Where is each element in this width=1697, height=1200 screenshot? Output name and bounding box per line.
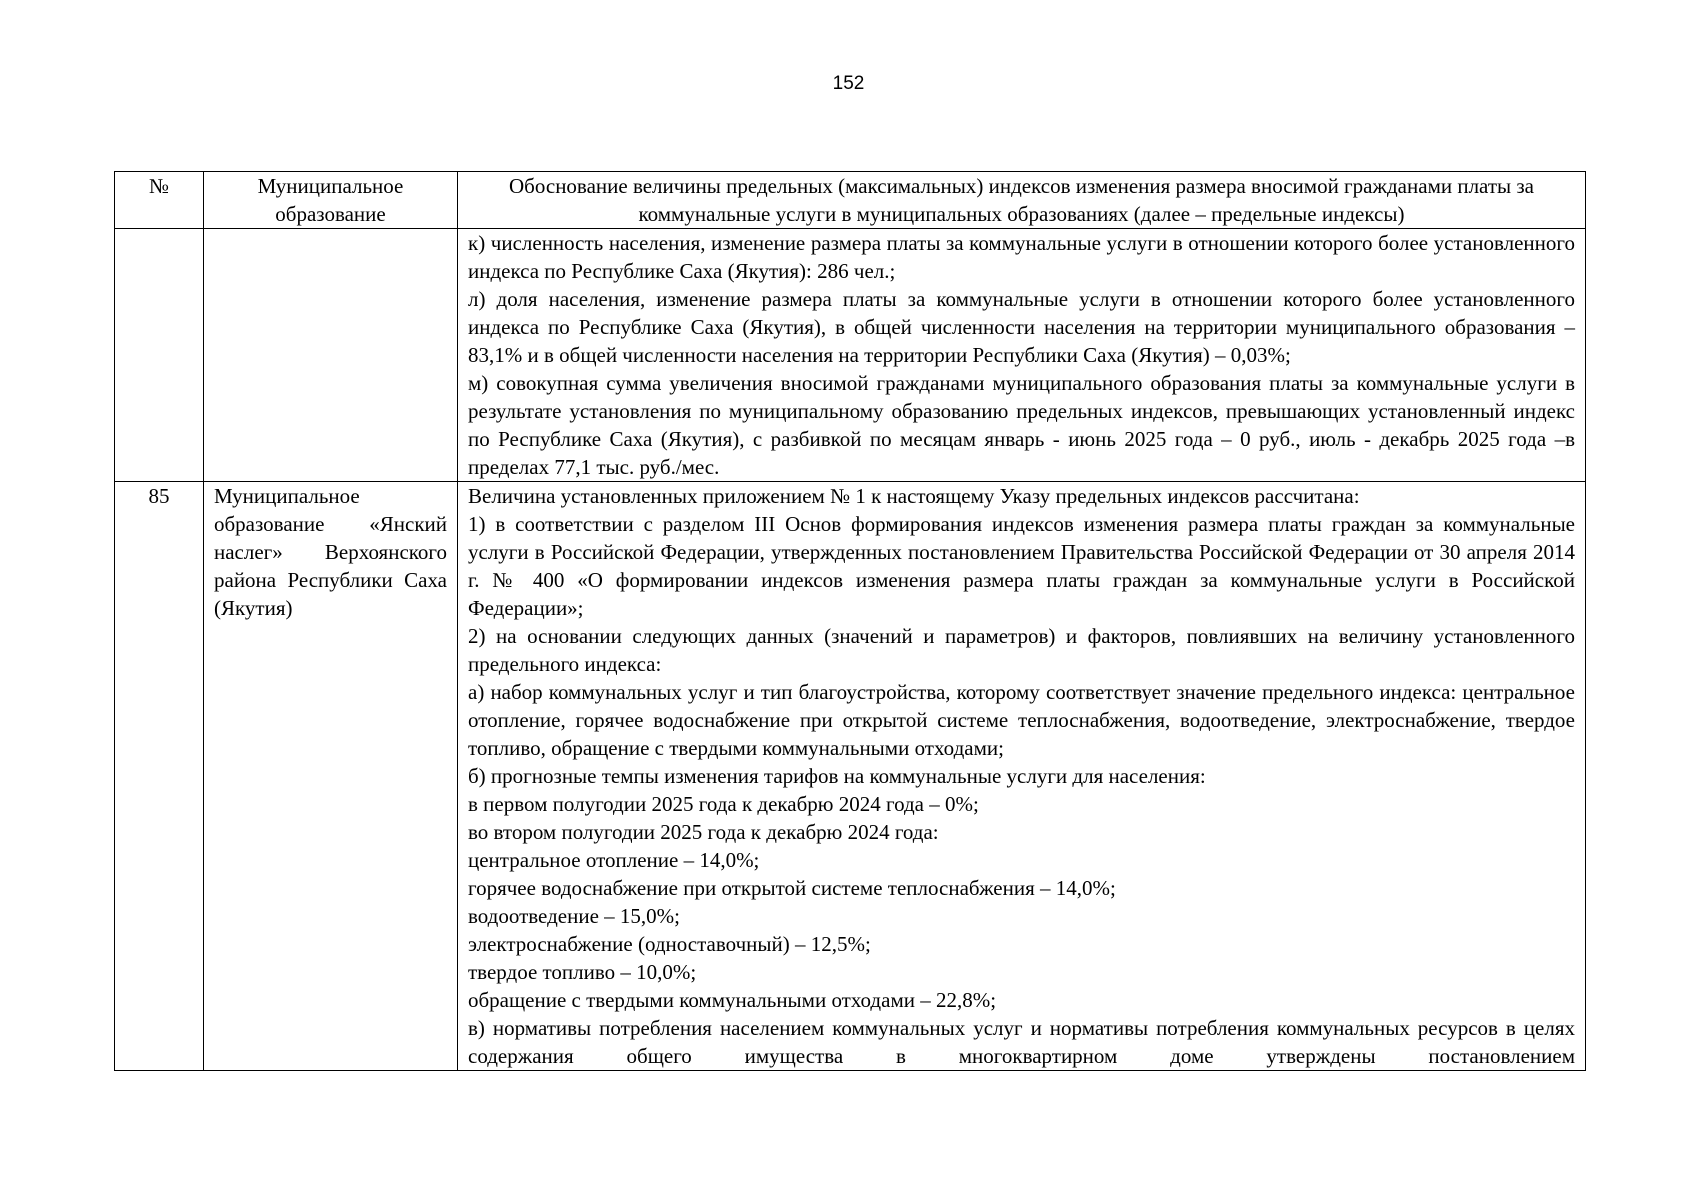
- row-number: 85: [115, 482, 204, 1071]
- paragraph: б) прогнозные темпы изменения тарифов на коммунальные услуги для населения:: [468, 764, 1206, 788]
- paragraph: электроснабжение (одноставочный) – 12,5%;: [468, 932, 871, 956]
- paragraph: водоотведение – 15,0%;: [468, 904, 680, 928]
- page-number: 152: [832, 73, 865, 94]
- row-justification: [458, 482, 1586, 1071]
- paragraph: во втором полугодии 2025 года к декабрю 2024 года:: [468, 820, 939, 844]
- paragraph: центральное отопление – 14,0%;: [468, 848, 760, 872]
- paragraph: Величина установленных приложением № 1 к настоящему Указу предельных индексов рассчитана:: [468, 484, 1360, 508]
- row-municipality: Муниципальное образование «Янский наслег» Верхоянского района Республики Саха (Якутия): [204, 482, 458, 1071]
- paragraph: л) доля населения, изменение размера платы за коммунальные услуги в отношении которого более установленного индекса по Республике Саха (Якутия), в общей численности населения на территории муниципального образования – 83,1% и в общей численности населения на территории Республики Саха (Якутия) – 0,03%;: [468, 287, 1575, 367]
- table-row: [115, 482, 1586, 1071]
- header-justification: Обоснование величины предельных (максимальных) индексов изменения размера вносимой гражданами платы за коммунальные услуги в муниципальных образованиях (далее – предельные индексы): [458, 172, 1586, 229]
- row-justification: [458, 229, 1586, 482]
- paragraph: 2) на основании следующих данных (значений и параметров) и факторов, повлиявших на величину установленного предельного индекса:: [468, 624, 1575, 676]
- paragraph: в) нормативы потребления населением коммунальных услуг и нормативы потребления коммунальных ресурсов в целях содержания общего имущества в многоквартирном доме утверждены постановлением: [468, 1016, 1575, 1068]
- paragraph: к) численность населения, изменение размера платы за коммунальные услуги в отношении которого более установленного индекса по Республике Саха (Якутия): 286 чел.;: [468, 231, 1575, 283]
- table-header-row: [115, 172, 1586, 229]
- paragraph: твердое топливо – 10,0%;: [468, 960, 697, 984]
- header-number: №: [115, 172, 204, 229]
- paragraph: горячее водоснабжение при открытой системе теплоснабжения – 14,0%;: [468, 876, 1116, 900]
- paragraph: а) набор коммунальных услуг и тип благоустройства, которому соответствует значение предельного индекса: центральное отопление, горячее водоснабжение при открытой системе теплоснабжения, водоотведение, электроснабжение, твердое топливо, обращение с твердыми коммунальными отходами;: [468, 680, 1575, 760]
- paragraph: в первом полугодии 2025 года к декабрю 2024 года – 0%;: [468, 792, 979, 816]
- paragraph: м) совокупная сумма увеличения вносимой гражданами муниципального образования платы за коммунальные услуги в результате установления по муниципальному образованию предельных индексов, превышающих установленный индекс по Республике Саха (Якутия), с разбивкой по месяцам январь - июнь 2025 года – 0 руб., июль - декабрь 2025 года –в пределах 77,1 тыс. руб./мес.: [468, 371, 1575, 479]
- table-row: [115, 229, 1586, 482]
- row-number: [115, 229, 204, 482]
- justification-table: [114, 171, 1586, 1071]
- paragraph: обращение с твердыми коммунальными отходами – 22,8%;: [468, 988, 997, 1012]
- row-municipality: [204, 229, 458, 482]
- paragraph: 1) в соответствии с разделом III Основ формирования индексов изменения размера платы граждан за коммунальные услуги в Российской Федерации, утвержденных постановлением Правительства Российской Федерации от 30 апреля 2014 г. № 400 «О формировании индексов изменения размера платы граждан за коммунальные услуги в Российской Федерации»;: [468, 512, 1575, 620]
- header-municipality: Муниципальное образование: [204, 172, 458, 229]
